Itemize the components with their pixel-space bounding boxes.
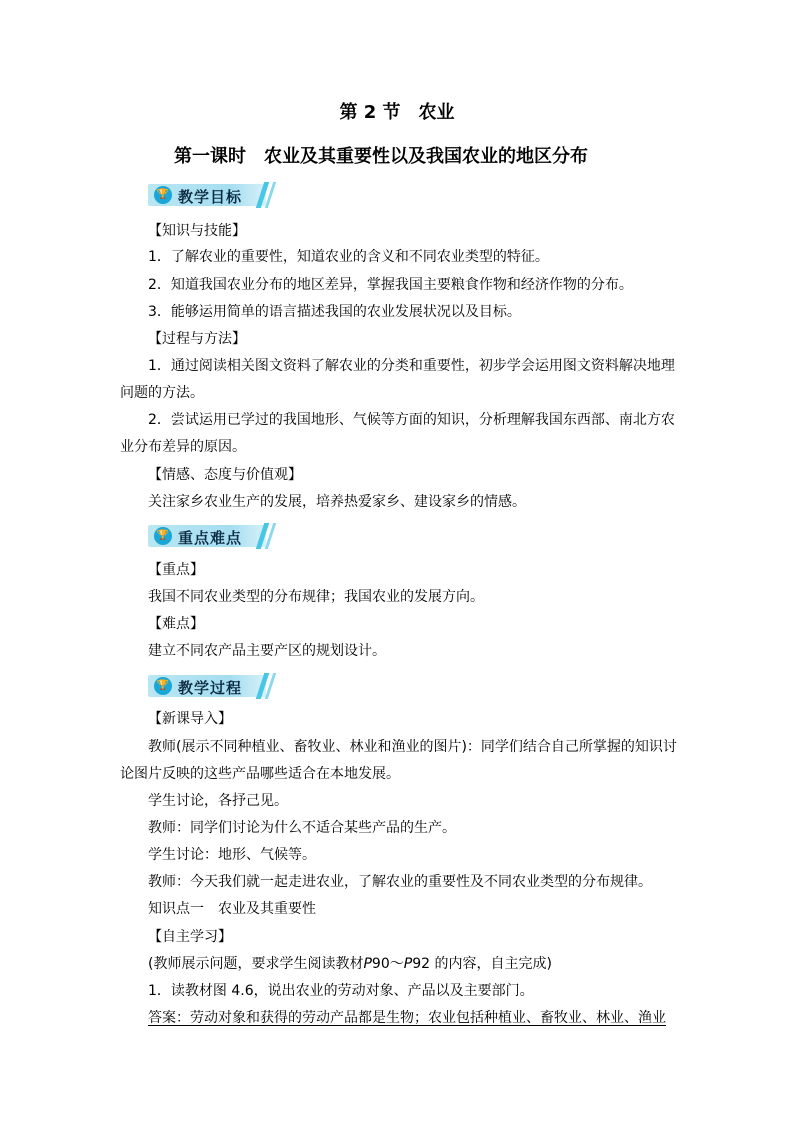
heading-keypoint: 【重点】	[148, 562, 204, 578]
process-text: 教师：今天我们就一起走进农业，了解农业的重要性及不同农业类型的分布规律。	[148, 874, 652, 890]
keypoint-text: 我国不同农业类型的分布规律；我国农业的发展方向。	[148, 589, 484, 605]
process-text: 教师：同学们讨论为什么不适合某些产品的生产。	[148, 820, 456, 836]
heading-knowledge-skills: 【知识与技能】	[148, 223, 246, 239]
goal-text: 业分布差异的原因。	[120, 439, 246, 455]
difficulty-text: 建立不同农产品主要产区的规划设计。	[148, 643, 386, 659]
knowledge-point-heading: 知识点一 农业及其重要性	[148, 901, 316, 917]
trophy-icon: 🏆	[154, 527, 172, 545]
heading-self-study: 【自主学习】	[148, 929, 232, 945]
heading-difficulty: 【难点】	[148, 616, 204, 632]
goal-text: 关注家乡农业生产的发展，培养热爱家乡、建设家乡的情感。	[148, 494, 526, 510]
answer-text: 答案：劳动对象和获得的劳动产品都是生物；农业包括种植业、畜牧业、林业、渔业	[148, 1010, 666, 1026]
page-ref-p: P	[363, 956, 372, 972]
goal-text: 1．通过阅读相关图文资料了解农业的分类和重要性，初步学会运用图文资料解决地理	[148, 358, 675, 374]
heading-emotion-attitude: 【情感、态度与价值观】	[148, 467, 302, 483]
instruction-text: 92 的内容，自主完成)	[412, 956, 552, 972]
section-label: 教学过程	[178, 679, 243, 697]
instruction-text: 90～	[371, 956, 404, 972]
goal-text: 1．了解农业的重要性，知道农业的含义和不同农业类型的特征。	[148, 249, 549, 265]
question-text: 1．读教材图 4.6，说出农业的劳动对象、产品以及主要部门。	[148, 983, 534, 999]
process-text: 教师(展示不同种植业、畜牧业、林业和渔业的图片)：同学们结合自己所掌握的知识讨	[148, 739, 677, 755]
goal-text: 2．尝试运用已学过的我国地形、气候等方面的知识，分析理解我国东西部、南北方农	[148, 412, 675, 428]
trophy-icon: 🏆	[154, 677, 172, 695]
trophy-icon: 🏆	[154, 186, 172, 204]
section-label: 教学目标	[178, 188, 243, 206]
goal-text: 问题的方法。	[120, 385, 204, 401]
page-ref-p: P	[403, 956, 413, 972]
page-title: 第 2 节 农业	[339, 102, 455, 123]
goal-text: 3．能够运用简单的语言描述我国的农业发展状况以及目标。	[148, 304, 521, 320]
process-text: 学生讨论：地形、气候等。	[148, 847, 316, 863]
heading-new-lesson: 【新课导入】	[148, 711, 232, 727]
lesson-subtitle: 第一课时 农业及其重要性以及我国农业的地区分布	[174, 146, 588, 167]
heading-process-method: 【过程与方法】	[148, 331, 246, 347]
process-text	[148, 954, 552, 974]
section-badge-goals	[148, 182, 276, 208]
section-badge-keypoints	[148, 523, 276, 549]
process-text: 学生讨论，各抒己见。	[148, 793, 288, 809]
goal-text: 2．知道我国农业分布的地区差异，掌握我国主要粮食作物和经济作物的分布。	[148, 277, 633, 293]
section-label: 重点难点	[178, 529, 243, 547]
section-badge-process	[148, 673, 276, 699]
instruction-text: (教师展示问题，要求学生阅读教材	[148, 956, 364, 972]
process-text: 论图片反映的这些产品哪些适合在本地发展。	[120, 766, 400, 782]
